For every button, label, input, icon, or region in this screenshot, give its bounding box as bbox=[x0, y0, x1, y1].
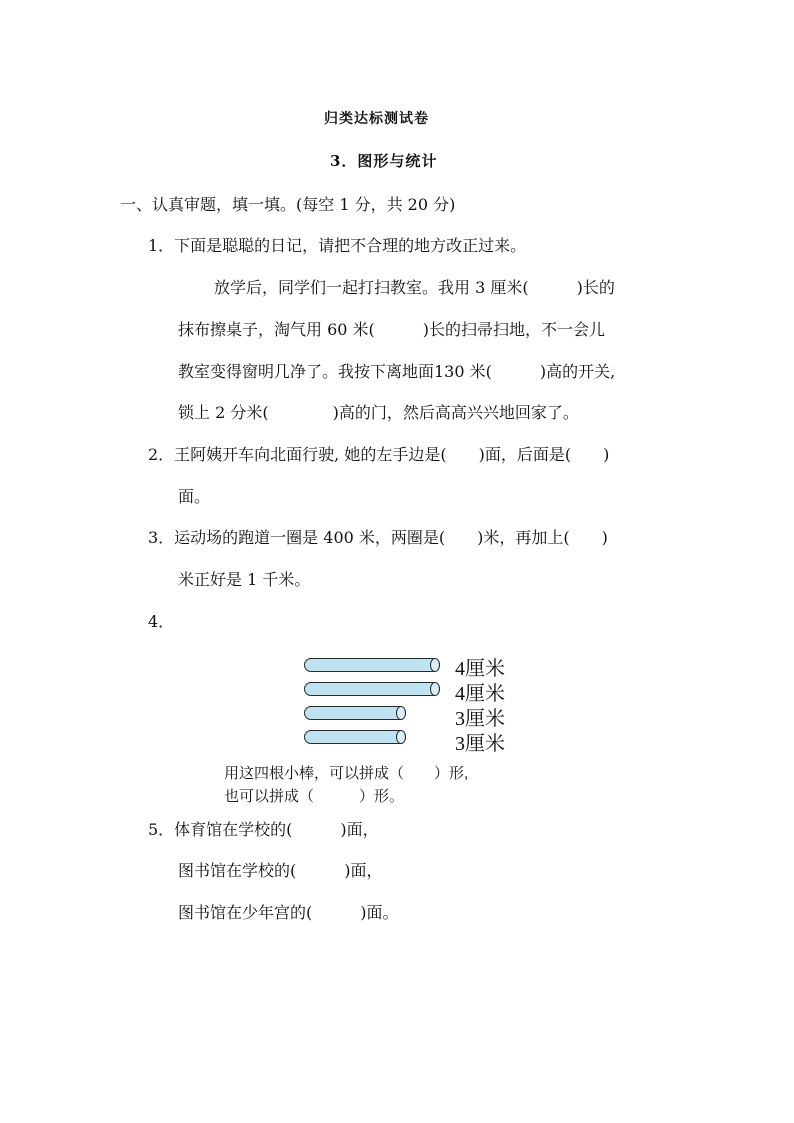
question-4-number: 4． bbox=[148, 612, 175, 631]
question-4-caption: 也可以拼成（ ）形。 bbox=[224, 788, 405, 805]
question-1-line: 放学后，同学们一起打扫教室。我用 3 厘米( )长的 bbox=[214, 278, 615, 297]
question-1-line: 抹布擦桌子，淘气用 60 米( )长的扫帚扫地，不一会儿 bbox=[178, 320, 606, 339]
rod-end bbox=[396, 730, 406, 744]
rod-label: 4厘米 bbox=[455, 683, 505, 705]
page-subtitle: 3．图形与统计 bbox=[330, 152, 438, 170]
rod-3cm bbox=[304, 730, 406, 744]
rod-4cm bbox=[304, 682, 440, 696]
question-3-line: 米正好是 1 千米。 bbox=[178, 570, 311, 589]
question-3-line: 3．运动场的跑道一圈是 400 米，两圈是( )米，再加上( ) bbox=[148, 528, 608, 547]
rod-end bbox=[430, 658, 440, 672]
question-5-line: 图书馆在学校的( )面， bbox=[178, 861, 383, 880]
question-1-line: 教室变得窗明几净了。我按下离地面130 米( )高的开关, bbox=[178, 362, 616, 381]
rod-3cm bbox=[304, 706, 406, 720]
question-1-line: 锁上 2 分米( )高的门，然后高高兴兴地回家了。 bbox=[178, 403, 579, 422]
page-title: 归类达标测试卷 bbox=[324, 111, 429, 127]
question-2-line: 面。 bbox=[178, 487, 211, 506]
question-5-line: 图书馆在少年宫的( )面。 bbox=[178, 903, 399, 922]
rod-label: 3厘米 bbox=[455, 733, 505, 755]
question-4-caption: 用这四根小棒，可以拼成（ ）形, bbox=[224, 765, 469, 782]
rod-label: 3厘米 bbox=[455, 708, 505, 730]
rod-end bbox=[396, 706, 406, 720]
rod-label: 4厘米 bbox=[455, 658, 505, 680]
rod-4cm bbox=[304, 658, 440, 672]
rod-end bbox=[430, 682, 440, 696]
question-2-line: 2．王阿姨开车向北面行驶, 她的左手边是( )面，后面是( ) bbox=[148, 445, 610, 464]
question-5-line: 5．体育馆在学校的( )面， bbox=[148, 820, 379, 839]
question-1-prompt: 1．下面是聪聪的日记，请把不合理的地方改正过来。 bbox=[148, 236, 527, 255]
section-heading: 一、认真审题，填一填。(每空 1 分，共 20 分) bbox=[120, 195, 456, 214]
